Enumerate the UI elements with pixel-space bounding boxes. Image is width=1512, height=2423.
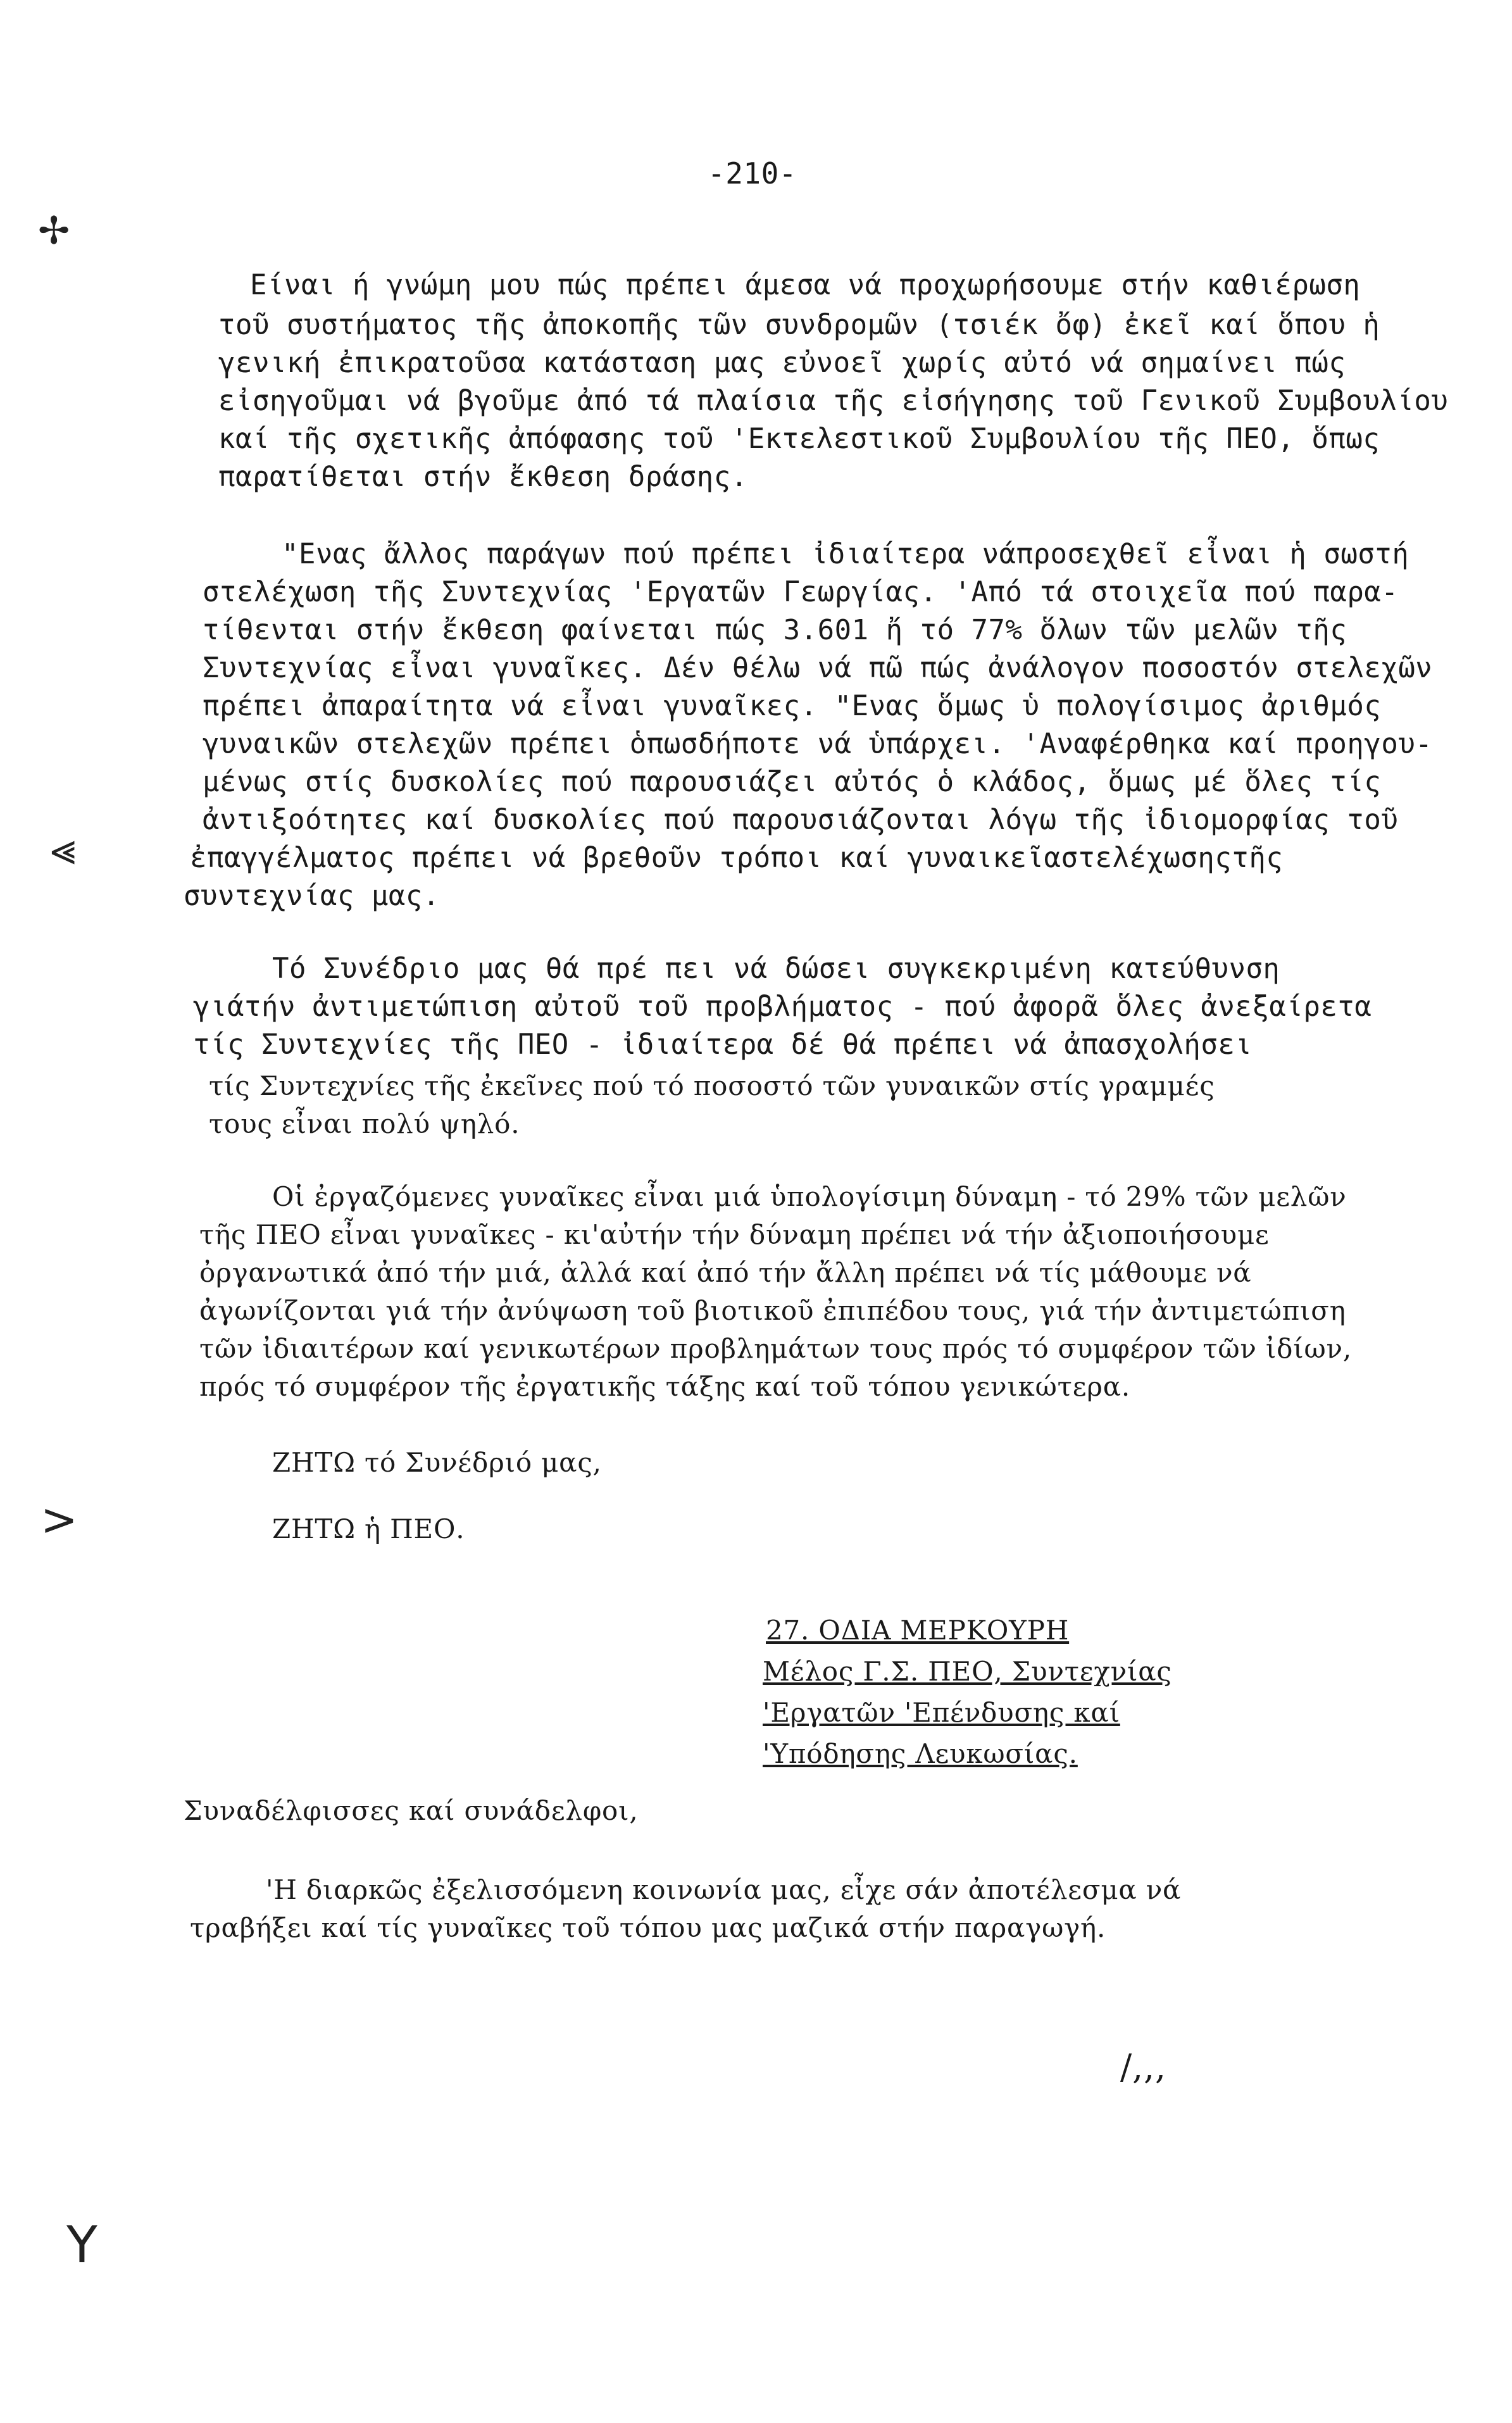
text-line: Τό Συνέδριο μας θά πρέ πει νά δώσει συγκεκριμένη κατεύθυνση [272,953,1280,985]
text-line: 'Η διαρκῶς ἐξελισσόμενη κοινωνία μας, εἶχε σάν ἀποτέλεσμα νά [266,1874,1182,1905]
continuation-mark: /,,, [1120,2047,1166,2087]
text-line: Είναι ή γνώμη μου πώς πρέπει άμεσα νά προχωρήσουμε στήν καθιέρωση [250,269,1361,301]
text-line: καί τῆς σχετικῆς ἀπόφασης τοῦ 'Εκτελεστικοῦ Συμβουλίου τῆς ΠΕΟ, ὅπως [218,423,1380,455]
text-line: γενική ἐπικρατοῦσα κατάσταση μας εὐνοεῖ χωρίς αὐτό νά σημαίνει πώς [218,347,1346,379]
signature-role: 'Εργατῶν 'Επένδυσης καί [763,1697,1120,1728]
text-line: τίθενται στήν ἔκθεση φαίνεται πώς 3.601 ἤ τό 77% ὅλων τῶν μελῶν τῆς [203,614,1347,646]
page-number: -210- [708,156,797,191]
slogan-line: ΖΗΤΩ ἡ ΠΕΟ. [272,1513,465,1544]
slogan-line: ΖΗΤΩ τό Συνέδριό μας, [272,1447,602,1478]
text-line: συντεχνίας μας. [184,880,440,912]
text-line: τῆς ΠΕΟ εἶναι γυναῖκες - κι'αὐτήν τήν δύναμη πρέπει νά τήν ἀξιοποιήσουμε [199,1219,1270,1250]
text-line: ὀργανωτικά ἀπό τήν μιά, ἀλλά καί ἀπό τήν ἄλλη πρέπει νά τίς μάθουμε νά [199,1257,1252,1288]
text-line: γυναικῶν στελεχῶν πρέπει ὁπωσδήποτε νά ὑπάρχει. 'Αναφέρθηκα καί προηγου- [203,728,1433,760]
signature-role: 'Υπόδησης Λευκωσίας. [763,1738,1078,1769]
text-line: τοῦ συστήματος τῆς ἀποκοπῆς τῶν συνδρομῶν (τσιέκ ὄφ) ἐκεῖ καί ὅπου ἡ [218,309,1380,341]
text-line: ἀγωνίζονται γιά τήν ἀνύψωση τοῦ βιοτικοῦ ἐπιπέδου τους, γιά τήν ἀντιμετώπιση [199,1295,1346,1326]
text-line: ἐπαγγέλματος πρέπει νά βρεθοῦν τρόποι καί γυναικεῖαστελέχωσηςτῆς [190,842,1284,874]
text-line: γιάτήν ἀντιμετώπιση αὐτοῦ τοῦ προβλήματος - πού ἀφορᾶ ὅλες ἀνεξαίρετα [193,991,1372,1023]
text-line: τους εἶναι πολύ ψηλό. [209,1108,520,1139]
margin-scribble-mark: > [41,1494,78,1546]
text-line: τῶν ἰδιαιτέρων καί γενικωτέρων προβλημάτων τους πρός τό συμφέρον τῶν ἰδίων, [199,1333,1353,1364]
text-line: τίς Συντεχνίες τῆς ΠΕΟ - ἰδιαίτερα δέ θά πρέπει νά ἀπασχολήσει [193,1029,1253,1061]
text-line: μένως στίς δυσκολίες πού παρουσιάζει αὐτός ὁ κλάδος, ὅμως μέ ὅλες τίς [203,766,1382,798]
signature-name: 27. ΟΔΙΑ ΜΕΡΚΟΥΡΗ [766,1615,1070,1646]
text-line: εἰσηγοῦμαι νά βγοῦμε ἀπό τά πλαίσια τῆς εἰσήγησης τοῦ Γενικοῦ Συμβουλίου [218,385,1449,417]
text-line: στελέχωση τῆς Συντεχνίας 'Εργατῶν Γεωργίας. 'Από τά στοιχεῖα πού παρα- [203,576,1399,608]
greeting-line: Συναδέλφισσες καί συνάδελφοι, [184,1795,639,1826]
margin-scribble-mark: ✢ [38,209,70,253]
text-line: τραβήξει καί τίς γυναῖκες τοῦ τόπου μας μαζικά στήν παραγωγή. [190,1912,1106,1943]
margin-scribble-mark: ⪡ [51,823,76,875]
text-line: παρατίθεται στήν ἔκθεση δράσης. [218,461,748,493]
text-line: τίς Συντεχνίες τῆς ἐκεῖνες πού τό ποσοστό τῶν γυναικῶν στίς γραμμές [209,1070,1215,1101]
text-line: Οἱ ἐργαζόμενες γυναῖκες εἶναι μιά ὑπολογίσιμη δύναμη - τό 29% τῶν μελῶν [272,1181,1347,1212]
text-line: Συντεχνίας εἶναι γυναῖκες. Δέν θέλω νά πῶ πώς ἀνάλογον ποσοστόν στελεχῶν [203,652,1433,684]
text-line: "Ενας ἄλλος παράγων πού πρέπει ἰδιαίτερα νάπροσεχθεῖ εἶναι ἡ σωστή [282,538,1409,570]
margin-scribble-mark: Y [66,2215,97,2274]
text-line: πρέπει ἀπαραίτητα νά εἶναι γυναῖκες. "Ενας ὅμως ὑ πολογίσιμος ἀριθμός [203,690,1382,722]
text-line: πρός τό συμφέρον τῆς ἐργατικῆς τάξης καί τοῦ τόπου γενικώτερα. [199,1371,1131,1402]
signature-role: Μέλος Γ.Σ. ΠΕΟ, Συντεχνίας [763,1656,1172,1687]
text-line: ἀντιξοότητες καί δυσκολίες πού παρουσιάζονται λόγω τῆς ἰδιομορφίας τοῦ [203,804,1399,836]
